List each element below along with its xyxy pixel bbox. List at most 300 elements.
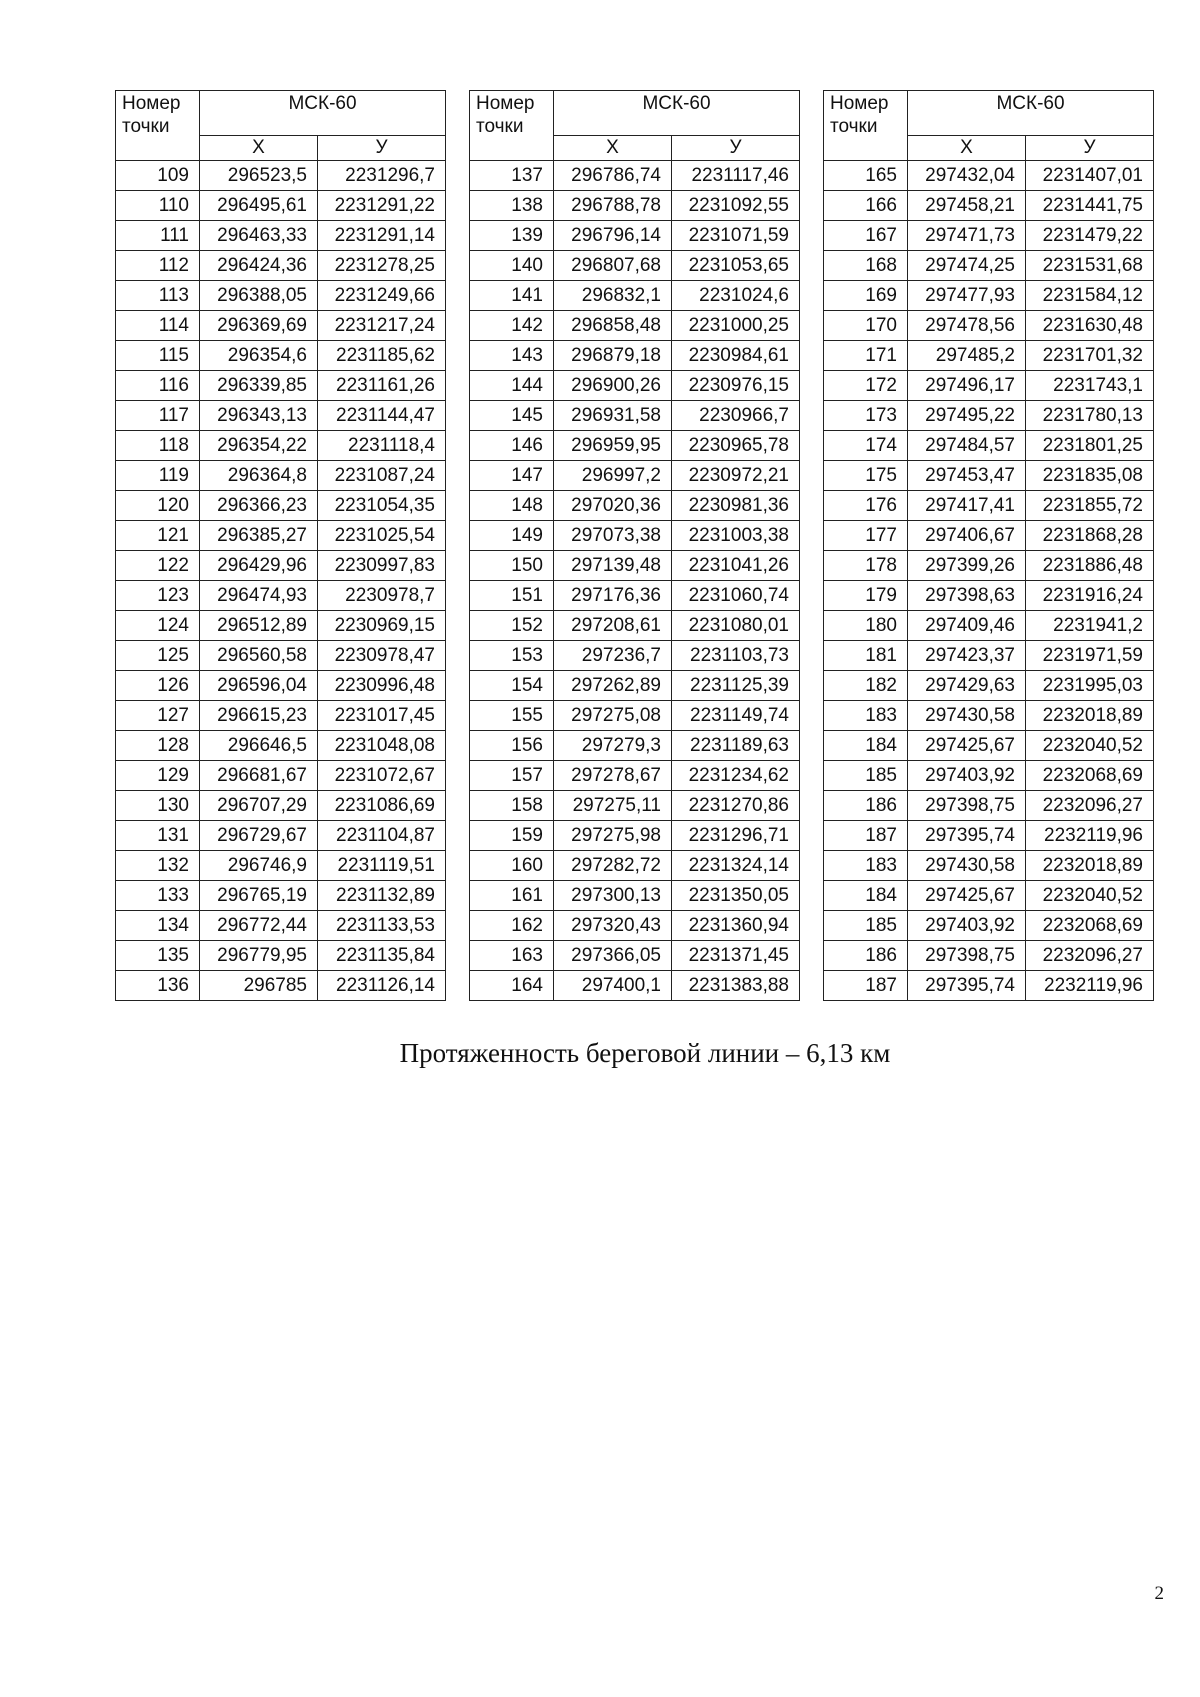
x-coordinate-cell: 297409,46 — [908, 611, 1026, 641]
table-row — [470, 851, 800, 881]
point-number-cell: 177 — [824, 521, 908, 551]
y-coordinate-cell: 2231249,66 — [318, 281, 446, 311]
y-coordinate-cell: 2232119,96 — [1026, 971, 1154, 1001]
x-coordinate-cell: 296366,23 — [200, 491, 318, 521]
x-coordinate-cell: 296339,85 — [200, 371, 318, 401]
point-number-cell: 116 — [116, 371, 200, 401]
point-number-cell: 149 — [470, 521, 554, 551]
table-row — [470, 971, 800, 1001]
point-number-cell: 130 — [116, 791, 200, 821]
point-number-header: Номер точки — [470, 91, 554, 161]
table-row — [824, 251, 1154, 281]
point-number-cell: 183 — [824, 701, 908, 731]
table-row — [116, 551, 446, 581]
x-coordinate-cell: 296746,9 — [200, 851, 318, 881]
point-number-cell: 137 — [470, 161, 554, 191]
x-coordinate-cell: 297399,26 — [908, 551, 1026, 581]
point-number-cell: 140 — [470, 251, 554, 281]
y-coordinate-cell: 2231189,63 — [672, 731, 800, 761]
y-coordinate-cell: 2231383,88 — [672, 971, 800, 1001]
point-number-cell: 184 — [824, 881, 908, 911]
table-row — [824, 401, 1154, 431]
point-number-cell: 185 — [824, 911, 908, 941]
y-column-header: У — [1026, 136, 1154, 161]
y-coordinate-cell: 2231441,75 — [1026, 191, 1154, 221]
point-number-cell: 187 — [824, 971, 908, 1001]
table-row — [470, 761, 800, 791]
table-row — [824, 521, 1154, 551]
table-row — [116, 881, 446, 911]
y-coordinate-cell: 2232040,52 — [1026, 731, 1154, 761]
table-row — [470, 371, 800, 401]
x-coordinate-cell: 297398,75 — [908, 941, 1026, 971]
table-row — [824, 221, 1154, 251]
table-row — [116, 791, 446, 821]
y-coordinate-cell: 2231324,14 — [672, 851, 800, 881]
table-row — [824, 581, 1154, 611]
table-row — [824, 341, 1154, 371]
point-number-cell: 142 — [470, 311, 554, 341]
y-coordinate-cell: 2231350,05 — [672, 881, 800, 911]
table-row — [470, 281, 800, 311]
table-row — [116, 641, 446, 671]
coordinate-table-1 — [115, 90, 446, 1001]
y-coordinate-cell: 2231916,24 — [1026, 581, 1154, 611]
point-number-cell: 128 — [116, 731, 200, 761]
point-number-cell: 187 — [824, 821, 908, 851]
x-coordinate-cell: 296832,1 — [554, 281, 672, 311]
table-row — [470, 491, 800, 521]
x-coordinate-cell: 297403,92 — [908, 911, 1026, 941]
y-coordinate-cell: 2231296,7 — [318, 161, 446, 191]
y-coordinate-cell: 2231407,01 — [1026, 161, 1154, 191]
table-row — [470, 161, 800, 191]
y-coordinate-cell: 2231103,73 — [672, 641, 800, 671]
table-row — [116, 851, 446, 881]
point-number-cell: 133 — [116, 881, 200, 911]
x-coordinate-cell: 297139,48 — [554, 551, 672, 581]
x-coordinate-cell: 297395,74 — [908, 821, 1026, 851]
y-coordinate-cell: 2231941,2 — [1026, 611, 1154, 641]
point-number-cell: 121 — [116, 521, 200, 551]
y-coordinate-cell: 2231024,6 — [672, 281, 800, 311]
x-coordinate-cell: 297430,58 — [908, 851, 1026, 881]
x-coordinate-cell: 297320,43 — [554, 911, 672, 941]
x-coordinate-cell: 297020,36 — [554, 491, 672, 521]
x-coordinate-cell: 297279,3 — [554, 731, 672, 761]
y-coordinate-cell: 2231080,01 — [672, 611, 800, 641]
point-number-cell: 124 — [116, 611, 200, 641]
x-coordinate-cell: 297429,63 — [908, 671, 1026, 701]
point-number-cell: 186 — [824, 791, 908, 821]
x-coordinate-cell: 296858,48 — [554, 311, 672, 341]
x-coordinate-cell: 296523,5 — [200, 161, 318, 191]
y-coordinate-cell: 2232096,27 — [1026, 941, 1154, 971]
y-coordinate-cell: 2231003,38 — [672, 521, 800, 551]
table-row — [470, 461, 800, 491]
table-row — [116, 611, 446, 641]
x-coordinate-cell: 297278,67 — [554, 761, 672, 791]
table-row — [824, 671, 1154, 701]
coordinate-system-header: МСК-60 — [200, 91, 446, 136]
point-number-cell: 118 — [116, 431, 200, 461]
x-coordinate-cell: 296463,33 — [200, 221, 318, 251]
y-coordinate-cell: 2231117,46 — [672, 161, 800, 191]
point-number-cell: 156 — [470, 731, 554, 761]
y-coordinate-cell: 2230966,7 — [672, 401, 800, 431]
point-number-cell: 165 — [824, 161, 908, 191]
table-row — [116, 521, 446, 551]
point-number-cell: 171 — [824, 341, 908, 371]
x-coordinate-cell: 297496,17 — [908, 371, 1026, 401]
table-row — [824, 461, 1154, 491]
point-number-cell: 146 — [470, 431, 554, 461]
y-coordinate-cell: 2231371,45 — [672, 941, 800, 971]
y-coordinate-cell: 2231087,24 — [318, 461, 446, 491]
table-row — [824, 881, 1154, 911]
y-coordinate-cell: 2231531,68 — [1026, 251, 1154, 281]
x-coordinate-cell: 297275,98 — [554, 821, 672, 851]
y-coordinate-cell: 2232068,69 — [1026, 911, 1154, 941]
y-coordinate-cell: 2230969,15 — [318, 611, 446, 641]
x-coordinate-cell: 297073,38 — [554, 521, 672, 551]
y-coordinate-cell: 2231278,25 — [318, 251, 446, 281]
x-coordinate-cell: 296681,67 — [200, 761, 318, 791]
table-row — [470, 641, 800, 671]
x-coordinate-cell: 297282,72 — [554, 851, 672, 881]
x-coordinate-cell: 297453,47 — [908, 461, 1026, 491]
point-number-cell: 155 — [470, 701, 554, 731]
table-row — [116, 401, 446, 431]
y-coordinate-cell: 2231118,4 — [318, 431, 446, 461]
table-row — [116, 491, 446, 521]
point-number-cell: 152 — [470, 611, 554, 641]
point-number-cell: 143 — [470, 341, 554, 371]
point-number-cell: 162 — [470, 911, 554, 941]
point-number-cell: 172 — [824, 371, 908, 401]
point-number-cell: 132 — [116, 851, 200, 881]
table-row — [470, 881, 800, 911]
y-coordinate-cell: 2231133,53 — [318, 911, 446, 941]
x-coordinate-cell: 297478,56 — [908, 311, 1026, 341]
x-coordinate-cell: 296796,14 — [554, 221, 672, 251]
table-row — [116, 971, 446, 1001]
point-number-cell: 144 — [470, 371, 554, 401]
x-coordinate-cell: 296785 — [200, 971, 318, 1001]
y-coordinate-cell: 2231217,24 — [318, 311, 446, 341]
table-row — [470, 221, 800, 251]
x-coordinate-cell: 296596,04 — [200, 671, 318, 701]
point-number-cell: 157 — [470, 761, 554, 791]
y-coordinate-cell: 2231971,59 — [1026, 641, 1154, 671]
table-row — [470, 911, 800, 941]
table-row — [824, 791, 1154, 821]
table-row — [116, 161, 446, 191]
x-column-header: Х — [908, 136, 1026, 161]
coastline-length-caption: Протяженность береговой линии – 6,13 км — [399, 1038, 891, 1068]
y-coordinate-cell: 2231291,14 — [318, 221, 446, 251]
table-row — [470, 551, 800, 581]
point-number-cell: 131 — [116, 821, 200, 851]
point-number-cell: 180 — [824, 611, 908, 641]
y-coordinate-cell: 2231780,13 — [1026, 401, 1154, 431]
x-coordinate-cell: 296560,58 — [200, 641, 318, 671]
y-coordinate-cell: 2231119,51 — [318, 851, 446, 881]
table-row — [824, 641, 1154, 671]
x-coordinate-cell: 296786,74 — [554, 161, 672, 191]
x-coordinate-cell: 297275,11 — [554, 791, 672, 821]
x-coordinate-cell: 297236,7 — [554, 641, 672, 671]
x-coordinate-cell: 297485,2 — [908, 341, 1026, 371]
y-coordinate-cell: 2231000,25 — [672, 311, 800, 341]
point-number-cell: 183 — [824, 851, 908, 881]
y-coordinate-cell: 2231149,74 — [672, 701, 800, 731]
x-coordinate-cell: 296364,8 — [200, 461, 318, 491]
table-row — [116, 221, 446, 251]
table-row — [116, 581, 446, 611]
table-row — [824, 851, 1154, 881]
y-coordinate-cell: 2232096,27 — [1026, 791, 1154, 821]
y-coordinate-cell: 2231025,54 — [318, 521, 446, 551]
y-coordinate-cell: 2230978,47 — [318, 641, 446, 671]
point-number-cell: 185 — [824, 761, 908, 791]
x-coordinate-cell: 296615,23 — [200, 701, 318, 731]
y-coordinate-cell: 2230997,83 — [318, 551, 446, 581]
point-number-cell: 112 — [116, 251, 200, 281]
table-row — [116, 671, 446, 701]
x-coordinate-cell: 297425,67 — [908, 881, 1026, 911]
y-coordinate-cell: 2231743,1 — [1026, 371, 1154, 401]
table-row — [470, 671, 800, 701]
table-row — [824, 191, 1154, 221]
x-coordinate-cell: 297275,08 — [554, 701, 672, 731]
table-row — [824, 731, 1154, 761]
x-coordinate-cell: 297430,58 — [908, 701, 1026, 731]
point-number-cell: 123 — [116, 581, 200, 611]
y-coordinate-cell: 2232018,89 — [1026, 851, 1154, 881]
point-number-cell: 145 — [470, 401, 554, 431]
x-coordinate-cell: 297471,73 — [908, 221, 1026, 251]
point-number-cell: 127 — [116, 701, 200, 731]
point-number-cell: 174 — [824, 431, 908, 461]
y-coordinate-cell: 2231855,72 — [1026, 491, 1154, 521]
x-coordinate-cell: 296729,67 — [200, 821, 318, 851]
point-number-cell: 113 — [116, 281, 200, 311]
point-number-cell: 120 — [116, 491, 200, 521]
table-row — [824, 701, 1154, 731]
point-number-cell: 151 — [470, 581, 554, 611]
y-coordinate-cell: 2231886,48 — [1026, 551, 1154, 581]
y-coordinate-cell: 2231060,74 — [672, 581, 800, 611]
table-row — [116, 701, 446, 731]
x-coordinate-cell: 296788,78 — [554, 191, 672, 221]
table-row — [470, 731, 800, 761]
y-coordinate-cell: 2232018,89 — [1026, 701, 1154, 731]
coordinate-table-2 — [469, 90, 800, 1001]
point-number-cell: 110 — [116, 191, 200, 221]
point-number-cell: 178 — [824, 551, 908, 581]
y-coordinate-cell: 2231360,94 — [672, 911, 800, 941]
x-coordinate-cell: 296900,26 — [554, 371, 672, 401]
y-coordinate-cell: 2232040,52 — [1026, 881, 1154, 911]
point-number-cell: 184 — [824, 731, 908, 761]
table-row — [824, 971, 1154, 1001]
y-coordinate-cell: 2231291,22 — [318, 191, 446, 221]
x-coordinate-cell: 296388,05 — [200, 281, 318, 311]
table-row — [116, 731, 446, 761]
y-coordinate-cell: 2230972,21 — [672, 461, 800, 491]
y-coordinate-cell: 2232119,96 — [1026, 821, 1154, 851]
table-row — [116, 431, 446, 461]
x-coordinate-cell: 296354,22 — [200, 431, 318, 461]
x-coordinate-cell: 297208,61 — [554, 611, 672, 641]
x-coordinate-cell: 297484,57 — [908, 431, 1026, 461]
table-row — [824, 371, 1154, 401]
point-number-cell: 125 — [116, 641, 200, 671]
table-row — [824, 941, 1154, 971]
point-number-header: Номер точки — [824, 91, 908, 161]
table-row — [470, 821, 800, 851]
table-row — [470, 251, 800, 281]
point-number-cell: 115 — [116, 341, 200, 371]
coordinate-table-3 — [823, 90, 1154, 1001]
table-row — [116, 911, 446, 941]
table-row — [116, 761, 446, 791]
x-coordinate-cell: 297423,37 — [908, 641, 1026, 671]
point-number-cell: 160 — [470, 851, 554, 881]
point-number-cell: 141 — [470, 281, 554, 311]
x-coordinate-cell: 296354,6 — [200, 341, 318, 371]
table-row — [470, 701, 800, 731]
coordinate-system-header: МСК-60 — [554, 91, 800, 136]
table-row — [824, 431, 1154, 461]
table-row — [824, 821, 1154, 851]
y-coordinate-cell: 2231125,39 — [672, 671, 800, 701]
table-row — [116, 251, 446, 281]
x-coordinate-cell: 296772,44 — [200, 911, 318, 941]
y-column-header: У — [318, 136, 446, 161]
x-column-header: Х — [200, 136, 318, 161]
y-coordinate-cell: 2230984,61 — [672, 341, 800, 371]
x-coordinate-cell: 296807,68 — [554, 251, 672, 281]
point-number-cell: 163 — [470, 941, 554, 971]
point-number-cell: 139 — [470, 221, 554, 251]
table-row — [470, 311, 800, 341]
coordinate-tables — [115, 90, 1185, 1010]
point-number-cell: 167 — [824, 221, 908, 251]
point-number-cell: 129 — [116, 761, 200, 791]
point-number-cell: 158 — [470, 791, 554, 821]
x-column-header: Х — [554, 136, 672, 161]
table-row — [470, 941, 800, 971]
y-coordinate-cell: 2231270,86 — [672, 791, 800, 821]
coordinate-system-header: МСК-60 — [908, 91, 1154, 136]
y-coordinate-cell: 2231144,47 — [318, 401, 446, 431]
y-coordinate-cell: 2231041,26 — [672, 551, 800, 581]
point-number-cell: 173 — [824, 401, 908, 431]
x-coordinate-cell: 296879,18 — [554, 341, 672, 371]
x-coordinate-cell: 296369,69 — [200, 311, 318, 341]
table-row — [824, 761, 1154, 791]
y-coordinate-cell: 2231017,45 — [318, 701, 446, 731]
x-coordinate-cell: 296512,89 — [200, 611, 318, 641]
point-number-cell: 134 — [116, 911, 200, 941]
table-row — [116, 461, 446, 491]
x-coordinate-cell: 297300,13 — [554, 881, 672, 911]
y-coordinate-cell: 2231161,26 — [318, 371, 446, 401]
point-number-cell: 154 — [470, 671, 554, 701]
table-row — [470, 581, 800, 611]
x-coordinate-cell: 297398,75 — [908, 791, 1026, 821]
x-coordinate-cell: 296424,36 — [200, 251, 318, 281]
x-coordinate-cell: 297495,22 — [908, 401, 1026, 431]
x-coordinate-cell: 297400,1 — [554, 971, 672, 1001]
point-number-cell: 111 — [116, 221, 200, 251]
y-coordinate-cell: 2230976,15 — [672, 371, 800, 401]
x-coordinate-cell: 297474,25 — [908, 251, 1026, 281]
point-number-cell: 169 — [824, 281, 908, 311]
table-row — [470, 401, 800, 431]
x-coordinate-cell: 297432,04 — [908, 161, 1026, 191]
point-number-cell: 150 — [470, 551, 554, 581]
x-coordinate-cell: 296931,58 — [554, 401, 672, 431]
y-coordinate-cell: 2231132,89 — [318, 881, 446, 911]
point-number-cell: 164 — [470, 971, 554, 1001]
x-coordinate-cell: 297417,41 — [908, 491, 1026, 521]
y-coordinate-cell: 2232068,69 — [1026, 761, 1154, 791]
y-coordinate-cell: 2231479,22 — [1026, 221, 1154, 251]
y-coordinate-cell: 2231801,25 — [1026, 431, 1154, 461]
x-coordinate-cell: 297398,63 — [908, 581, 1026, 611]
y-coordinate-cell: 2230981,36 — [672, 491, 800, 521]
point-number-cell: 138 — [470, 191, 554, 221]
y-column-header: У — [672, 136, 800, 161]
x-coordinate-cell: 296779,95 — [200, 941, 318, 971]
y-coordinate-cell: 2231053,65 — [672, 251, 800, 281]
y-coordinate-cell: 2231296,71 — [672, 821, 800, 851]
point-number-cell: 186 — [824, 941, 908, 971]
point-number-cell: 148 — [470, 491, 554, 521]
y-coordinate-cell: 2231126,14 — [318, 971, 446, 1001]
point-number-cell: 161 — [470, 881, 554, 911]
point-number-header: Номер точки — [116, 91, 200, 161]
y-coordinate-cell: 2231135,84 — [318, 941, 446, 971]
y-coordinate-cell: 2231048,08 — [318, 731, 446, 761]
table-row — [824, 911, 1154, 941]
x-coordinate-cell: 296495,61 — [200, 191, 318, 221]
table-row — [116, 941, 446, 971]
point-number-cell: 117 — [116, 401, 200, 431]
x-coordinate-cell: 297458,21 — [908, 191, 1026, 221]
table-row — [824, 281, 1154, 311]
point-number-cell: 109 — [116, 161, 200, 191]
point-number-cell: 182 — [824, 671, 908, 701]
y-coordinate-cell: 2231995,03 — [1026, 671, 1154, 701]
point-number-cell: 153 — [470, 641, 554, 671]
y-coordinate-cell: 2231072,67 — [318, 761, 446, 791]
y-coordinate-cell: 2231868,28 — [1026, 521, 1154, 551]
y-coordinate-cell: 2231071,59 — [672, 221, 800, 251]
x-coordinate-cell: 296343,13 — [200, 401, 318, 431]
table-row — [824, 611, 1154, 641]
table-row — [116, 191, 446, 221]
point-number-cell: 122 — [116, 551, 200, 581]
y-coordinate-cell: 2231835,08 — [1026, 461, 1154, 491]
y-coordinate-cell: 2231584,12 — [1026, 281, 1154, 311]
x-coordinate-cell: 297425,67 — [908, 731, 1026, 761]
x-coordinate-cell: 296765,19 — [200, 881, 318, 911]
y-coordinate-cell: 2231104,87 — [318, 821, 446, 851]
